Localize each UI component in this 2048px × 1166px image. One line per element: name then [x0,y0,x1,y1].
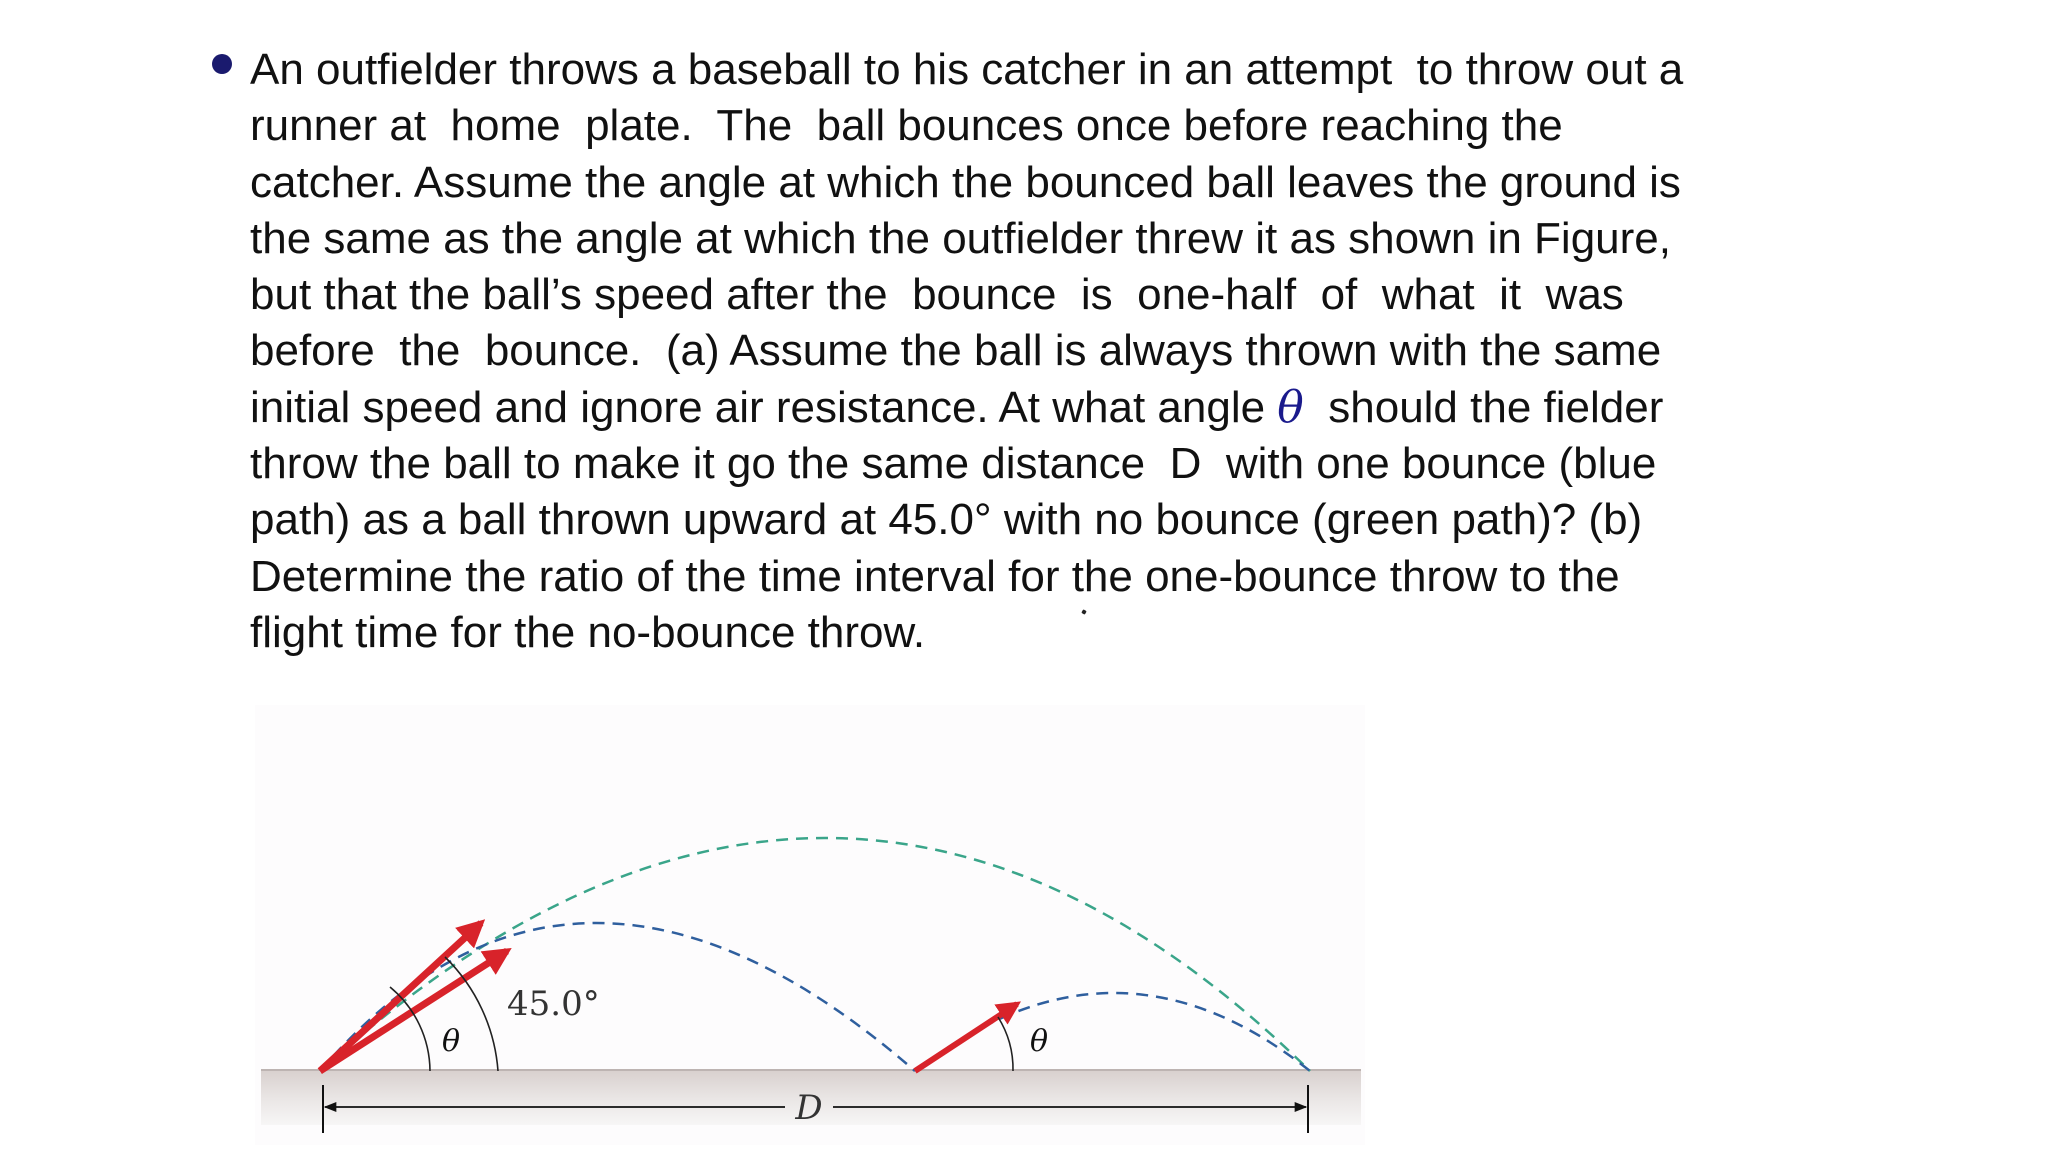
projectile-figure [255,705,1365,1145]
problem-line-part: should the fielder [1303,382,1664,432]
theta-label-right: θ [1030,1024,1049,1059]
theta-label-left: θ [442,1024,461,1059]
problem-line-with-theta [250,380,1850,436]
theta-symbol: θ [1277,381,1304,433]
problem-line: An outfielder throws a baseball to his catcher in an attempt to throw out a [250,45,1684,94]
problem-line: flight time for the no-bounce throw. [250,607,926,657]
problem-statement [250,42,1850,661]
problem-line: before the bounce. (a) Assume the ball is always thrown with the same [250,326,1662,376]
problem-line: throw the ball to make it go the same distance D with one bounce (blue [250,439,1657,489]
problem-line: path) as a ball thrown upward at 45.0° with no bounce (green path)? (b) [250,495,1643,545]
problem-line: runner at home plate. The ball bounces once before reaching the [250,101,1563,151]
problem-line-part: initial speed and ignore air resistance. At what angle [250,382,1278,432]
problem-line: catcher. Assume the angle at which the bounced ball leaves the ground is [250,157,1681,207]
distance-label: D [795,1088,823,1128]
problem-line: Determine the ratio of the time interval for the one-bounce throw to the [250,551,1620,601]
angle-45-label: 45.0° [507,984,600,1024]
problem-line: the same as the angle at which the outfielder threw it as shown in Figure, [250,213,1671,263]
projectile-diagram [255,705,1365,1145]
bullet-point [212,54,232,74]
problem-line: but that the ball’s speed after the bounce is one-half of what it was [250,270,1624,320]
